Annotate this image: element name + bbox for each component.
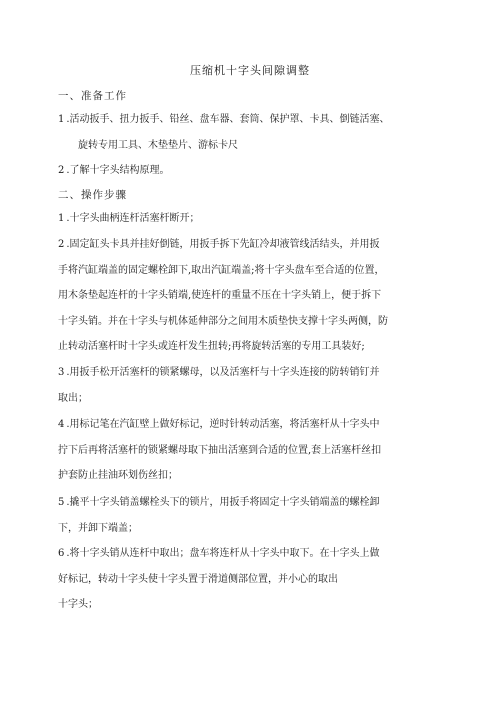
document-title: 压缩机十字头间隙调整 xyxy=(190,64,310,77)
item-number: 2 xyxy=(58,239,65,250)
item-text: 拧下后再将活塞杆的锁紧螺母取下抽出活塞到合适的位置,套上活塞杆丝扣 xyxy=(58,444,382,456)
item-text: 护套防止挂油环划伤丝扣； xyxy=(58,470,178,482)
item-text: 下，并卸下端盖； xyxy=(58,522,138,534)
list-item xyxy=(58,360,450,411)
list-item xyxy=(58,206,450,232)
item-text: .活动扳手、扭力扳手、铅丝、盘车器、套筒、保护罩、卡具、倒链活塞、 xyxy=(66,114,390,125)
item-number: 3 xyxy=(58,367,65,378)
item-text: .用扳手松开活塞杆的锁紧螺母，以及活塞杆与十字头连接的防转销钉并 xyxy=(66,367,380,378)
item-text: 十字头； xyxy=(58,599,98,611)
item-number: 6 xyxy=(58,548,65,559)
item-number: 1 xyxy=(58,213,65,224)
section-heading-steps: 二、操作步骤 xyxy=(58,189,127,201)
list-item xyxy=(58,412,450,489)
item-text: .固定缸头卡具并挂好倒链，用扳手拆下先缸冷却液管线活结头，并用扳 xyxy=(66,239,380,250)
item-text: .十字头曲柄连杆活塞杆断开； xyxy=(66,213,200,224)
item-text: .将十字头销从连杆中取出；盘车将连杆从十字头中取下。在十字头上做 xyxy=(66,548,380,559)
item-text: 手将汽缸端盖的固定螺栓卸下,取出汽缸端盖;将十字头盘车至合适的位置， xyxy=(58,264,385,276)
item-text: 止转动活塞杆时十字头或连杆发生扭转;再将旋转活塞的专用工具装好; xyxy=(58,341,365,353)
item-text: 用木条垫起连杆的十字头销端,使连杆的重量不压在十字头销上，便于拆下 xyxy=(58,290,382,302)
item-number: 2 xyxy=(58,165,65,176)
item-text: .用标记笔在汽缸壁上做好标记，逆时针转动活塞，将活塞杆从十字头中 xyxy=(66,419,380,430)
item-text: 取出； xyxy=(58,392,88,404)
list-item xyxy=(58,232,450,360)
item-text: 旋转专用工具、木垫垫片、游标卡尺 xyxy=(78,139,238,151)
item-text: 十字头销。并在十字头与机体延伸部分之间用木质垫快支撑十字头两侧，防 xyxy=(58,315,388,327)
item-number: 5 xyxy=(58,497,65,508)
item-text: .了解十字头结构原理。 xyxy=(66,165,170,176)
item-number: 4 xyxy=(58,419,65,430)
list-item xyxy=(58,107,450,158)
item-text: .撬平十字头销盖螺栓头下的锁片，用扳手将固定十字头销端盖的螺栓卸 xyxy=(66,497,380,508)
item-text: 好标记，转动十字头使十字头置于滑道侧部位置，并小心的取出 xyxy=(58,573,338,585)
list-item xyxy=(58,490,450,541)
section-heading-preparation: 一、准备工作 xyxy=(58,90,127,102)
list-item xyxy=(58,158,450,184)
item-number: 1 xyxy=(58,114,65,125)
list-item xyxy=(58,541,450,618)
